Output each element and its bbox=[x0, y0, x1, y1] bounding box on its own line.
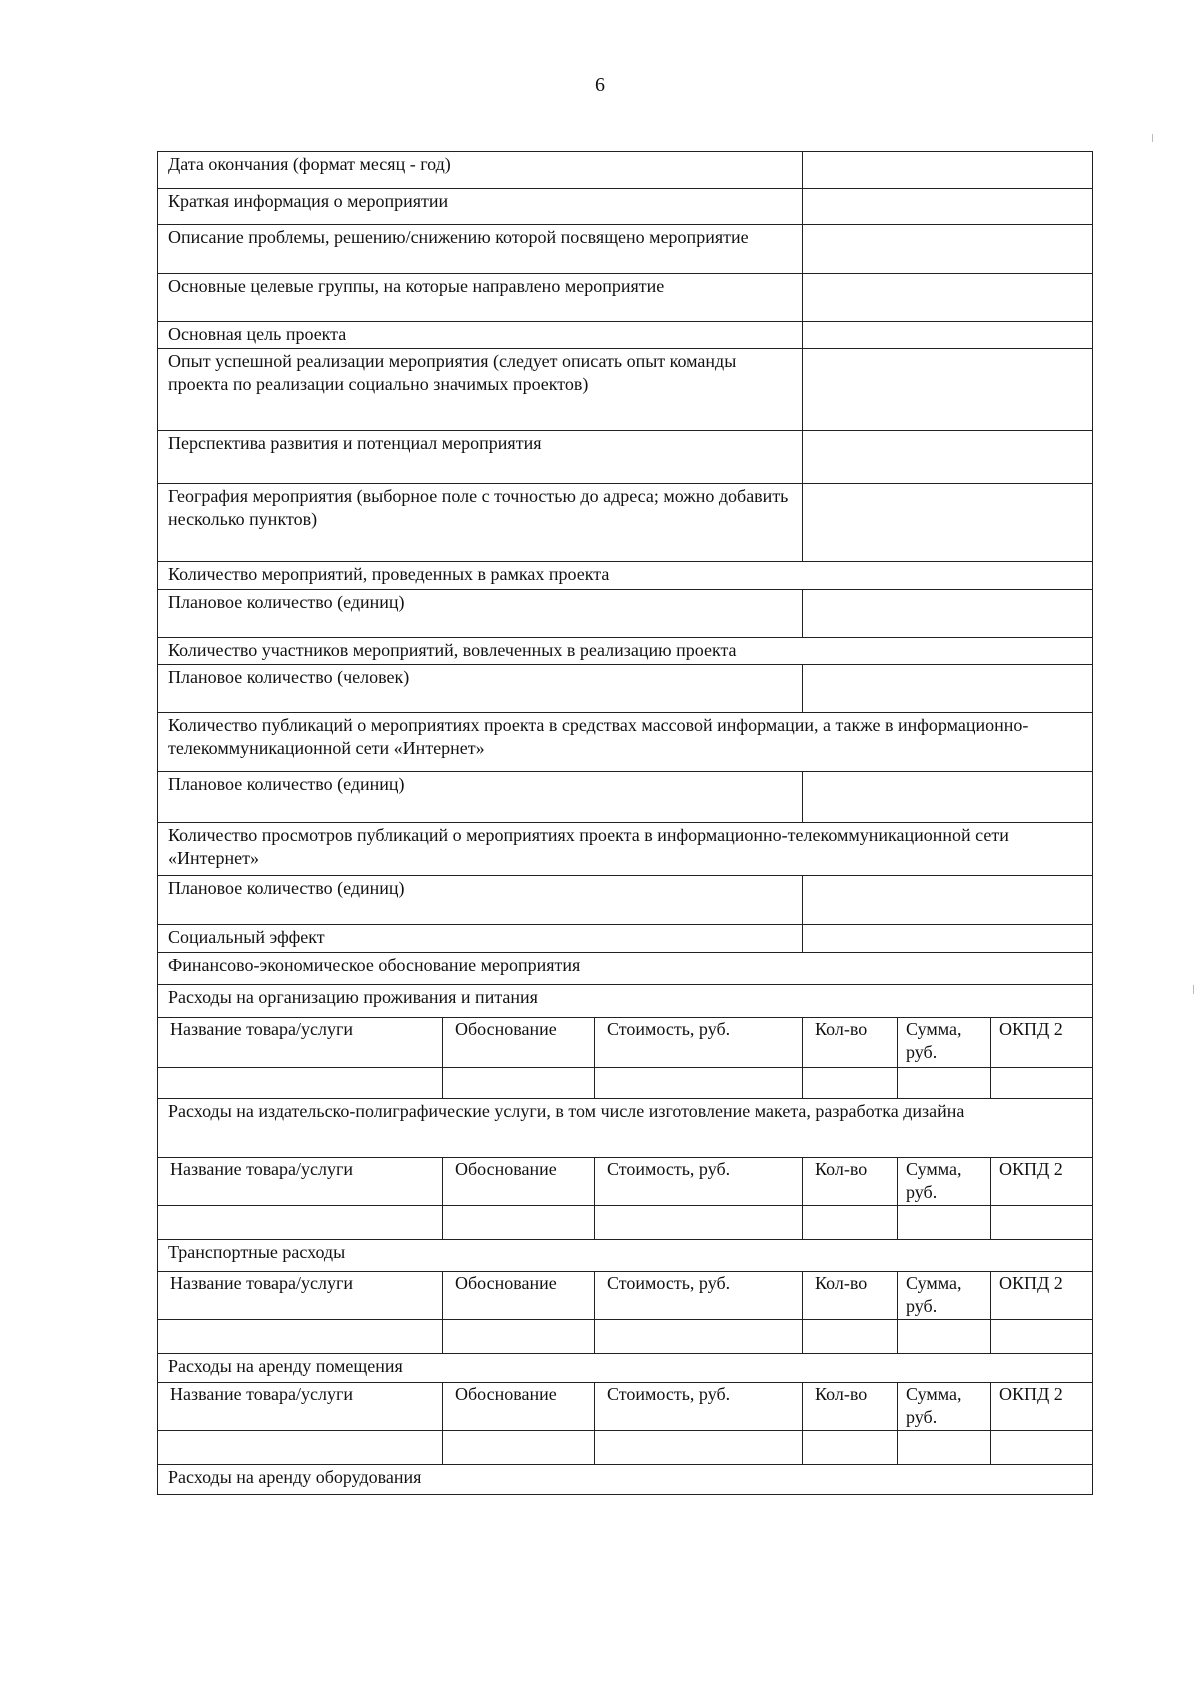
info-row bbox=[158, 225, 1093, 274]
item-name-field[interactable] bbox=[158, 1206, 443, 1240]
col-item-name: Название товара/услуги bbox=[158, 1018, 443, 1068]
cost-input-row bbox=[158, 1206, 1093, 1240]
okpd2-field[interactable] bbox=[991, 1431, 1093, 1465]
indicator-plan-row bbox=[158, 590, 1093, 638]
col-quantity: Кол-во bbox=[803, 1158, 898, 1206]
col-unit-cost: Стоимость, руб. bbox=[595, 1383, 803, 1431]
cost-input-row bbox=[158, 1068, 1093, 1099]
unit-cost-field[interactable] bbox=[595, 1206, 803, 1240]
justification-field[interactable] bbox=[443, 1068, 595, 1099]
quantity-field[interactable] bbox=[803, 1431, 898, 1465]
info-label: Опыт успешной реализации мероприятия (следует описать опыт команды проекта по реализации социально значимых проектов) bbox=[158, 349, 803, 431]
plan-label: Плановое количество (единиц) bbox=[158, 590, 803, 638]
total-field[interactable] bbox=[898, 1068, 991, 1099]
expense-section-title-row bbox=[158, 985, 1093, 1018]
justification-field[interactable] bbox=[443, 1206, 595, 1240]
col-justification: Обоснование bbox=[443, 1018, 595, 1068]
total-field[interactable] bbox=[898, 1206, 991, 1240]
social-effect-row bbox=[158, 925, 1093, 953]
plan-value-field[interactable] bbox=[803, 590, 1093, 638]
expense-section-title-row bbox=[158, 1354, 1093, 1383]
indicator-heading: Количество просмотров публикаций о мероприятиях проекта в информационно-телекоммуникационной сети «Интернет» bbox=[158, 823, 1093, 876]
expense-section-title: Расходы на аренду помещения bbox=[158, 1354, 1093, 1383]
col-quantity: Кол-во bbox=[803, 1018, 898, 1068]
info-label: География мероприятия (выборное поле с точностью до адреса; можно добавить несколько пунктов) bbox=[158, 484, 803, 562]
expense-section-title: Транспортные расходы bbox=[158, 1240, 1093, 1272]
scan-mark bbox=[1152, 134, 1153, 142]
justification-field[interactable] bbox=[443, 1320, 595, 1354]
plan-label: Плановое количество (человек) bbox=[158, 665, 803, 713]
cost-header-row bbox=[158, 1383, 1093, 1431]
unit-cost-field[interactable] bbox=[595, 1431, 803, 1465]
scan-mark bbox=[1193, 985, 1194, 994]
unit-cost-field[interactable] bbox=[595, 1068, 803, 1099]
info-label: Краткая информация о мероприятии bbox=[158, 189, 803, 225]
page-number: 6 bbox=[595, 74, 605, 96]
col-okpd2: ОКПД 2 bbox=[991, 1383, 1093, 1431]
info-row bbox=[158, 484, 1093, 562]
col-justification: Обоснование bbox=[443, 1383, 595, 1431]
col-total: Сумма, руб. bbox=[898, 1383, 991, 1431]
indicator-heading-row bbox=[158, 562, 1093, 590]
col-okpd2: ОКПД 2 bbox=[991, 1272, 1093, 1320]
okpd2-field[interactable] bbox=[991, 1206, 1093, 1240]
info-value-field[interactable] bbox=[803, 322, 1093, 349]
col-unit-cost: Стоимость, руб. bbox=[595, 1272, 803, 1320]
quantity-field[interactable] bbox=[803, 1320, 898, 1354]
info-label: Перспектива развития и потенциал мероприятия bbox=[158, 431, 803, 484]
expense-section-title-row bbox=[158, 1099, 1093, 1158]
social-effect-label: Социальный эффект bbox=[158, 925, 803, 953]
col-quantity: Кол-во bbox=[803, 1383, 898, 1431]
social-effect-field[interactable] bbox=[803, 925, 1093, 953]
cost-header-row bbox=[158, 1272, 1093, 1320]
col-justification: Обоснование bbox=[443, 1272, 595, 1320]
indicator-heading-row bbox=[158, 713, 1093, 772]
col-justification: Обоснование bbox=[443, 1158, 595, 1206]
info-row bbox=[158, 431, 1093, 484]
expense-section-title: Расходы на издательско-полиграфические услуги, в том числе изготовление макета, разработка дизайна bbox=[158, 1099, 1093, 1158]
expense-section-title-row bbox=[158, 1465, 1093, 1495]
col-unit-cost: Стоимость, руб. bbox=[595, 1018, 803, 1068]
info-value-field[interactable] bbox=[803, 484, 1093, 562]
indicator-heading: Количество мероприятий, проведенных в рамках проекта bbox=[158, 562, 1093, 590]
indicator-plan-row bbox=[158, 876, 1093, 925]
info-value-field[interactable] bbox=[803, 349, 1093, 431]
info-value-field[interactable] bbox=[803, 431, 1093, 484]
col-item-name: Название товара/услуги bbox=[158, 1383, 443, 1431]
okpd2-field[interactable] bbox=[991, 1320, 1093, 1354]
info-value-field[interactable] bbox=[803, 225, 1093, 274]
indicator-heading: Количество участников мероприятий, вовлеченных в реализацию проекта bbox=[158, 638, 1093, 665]
quantity-field[interactable] bbox=[803, 1068, 898, 1099]
info-row bbox=[158, 274, 1093, 322]
cost-input-row bbox=[158, 1431, 1093, 1465]
expense-section-title-row bbox=[158, 1240, 1093, 1272]
cost-header-row bbox=[158, 1158, 1093, 1206]
indicator-heading: Количество публикаций о мероприятиях проекта в средствах массовой информации, а также в информационно-телекоммуникационной сети «Интернет» bbox=[158, 713, 1093, 772]
info-label: Дата окончания (формат месяц - год) bbox=[158, 152, 803, 189]
info-label: Описание проблемы, решению/снижению которой посвящено мероприятие bbox=[158, 225, 803, 274]
info-row bbox=[158, 349, 1093, 431]
indicator-plan-row bbox=[158, 665, 1093, 713]
info-row bbox=[158, 189, 1093, 225]
expense-section-title: Расходы на аренду оборудования bbox=[158, 1465, 1093, 1495]
info-value-field[interactable] bbox=[803, 274, 1093, 322]
indicator-heading-row bbox=[158, 638, 1093, 665]
cost-header-row bbox=[158, 1018, 1093, 1068]
col-total: Сумма, руб. bbox=[898, 1272, 991, 1320]
info-row bbox=[158, 152, 1093, 189]
indicator-heading-row bbox=[158, 823, 1093, 876]
col-unit-cost: Стоимость, руб. bbox=[595, 1158, 803, 1206]
col-okpd2: ОКПД 2 bbox=[991, 1018, 1093, 1068]
indicator-plan-row bbox=[158, 772, 1093, 823]
col-item-name: Название товара/услуги bbox=[158, 1272, 443, 1320]
plan-label: Плановое количество (единиц) bbox=[158, 876, 803, 925]
col-quantity: Кол-во bbox=[803, 1272, 898, 1320]
plan-value-field[interactable] bbox=[803, 772, 1093, 823]
col-total: Сумма, руб. bbox=[898, 1018, 991, 1068]
cost-input-row bbox=[158, 1320, 1093, 1354]
financial-heading-row bbox=[158, 953, 1093, 985]
unit-cost-field[interactable] bbox=[595, 1320, 803, 1354]
info-row bbox=[158, 322, 1093, 349]
info-value-field[interactable] bbox=[803, 152, 1093, 189]
application-form-table bbox=[157, 151, 1093, 1495]
financial-heading: Финансово-экономическое обоснование мероприятия bbox=[158, 953, 1093, 985]
info-label: Основная цель проекта bbox=[158, 322, 803, 349]
quantity-field[interactable] bbox=[803, 1206, 898, 1240]
okpd2-field[interactable] bbox=[991, 1068, 1093, 1099]
plan-label: Плановое количество (единиц) bbox=[158, 772, 803, 823]
col-total: Сумма, руб. bbox=[898, 1158, 991, 1206]
plan-value-field[interactable] bbox=[803, 665, 1093, 713]
info-label: Основные целевые группы, на которые направлено мероприятие bbox=[158, 274, 803, 322]
col-okpd2: ОКПД 2 bbox=[991, 1158, 1093, 1206]
item-name-field[interactable] bbox=[158, 1431, 443, 1465]
col-item-name: Название товара/услуги bbox=[158, 1158, 443, 1206]
total-field[interactable] bbox=[898, 1320, 991, 1354]
item-name-field[interactable] bbox=[158, 1320, 443, 1354]
expense-section-title: Расходы на организацию проживания и питания bbox=[158, 985, 1093, 1018]
info-value-field[interactable] bbox=[803, 189, 1093, 225]
total-field[interactable] bbox=[898, 1431, 991, 1465]
justification-field[interactable] bbox=[443, 1431, 595, 1465]
item-name-field[interactable] bbox=[158, 1068, 443, 1099]
plan-value-field[interactable] bbox=[803, 876, 1093, 925]
